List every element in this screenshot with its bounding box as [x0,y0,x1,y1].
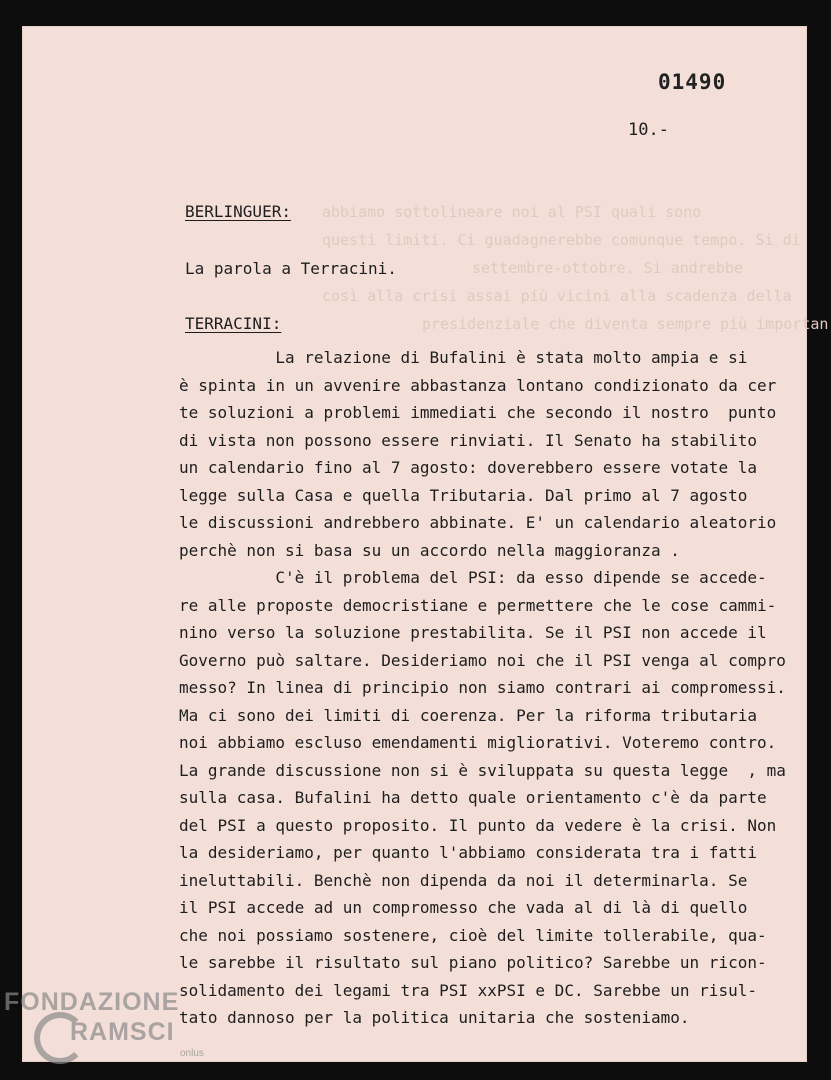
speaker-terracini: TERRACINI: [185,314,282,333]
text-line: Ma ci sono dei limiti di coerenza. Per la riforma tributaria [179,705,757,725]
text-line: te soluzioni a problemi immediati che secondo il nostro punto [179,403,777,422]
text-line: le discussioni andrebbero abbinate. E' un calendario aleatorio [179,513,777,532]
text-line: è spinta in un avvenire abbastanza lontano condizionato da cer [179,375,777,395]
document-page [22,26,829,1062]
text-line: solidamento dei legami tra PSI xxPSI e DC. Sarebbe un risul- [179,980,757,1000]
text-line: la desideriamo, per quanto l'abbiamo considerata tra i fatti [179,843,757,862]
watermark-line2: RAMSCI [70,1018,175,1046]
speaker-berlinguer: BERLINGUER: [185,202,291,221]
page-number: 10.- [628,120,669,140]
text-line: tato dannoso per la politica unitaria che sosteniamo. [179,1008,690,1027]
text-line: il PSI accede ad un compromesso che vada al di là di quello [179,898,748,917]
statement-berlinguer: La parola a Terracini. [185,259,397,278]
text-line: messo? In linea di principio non siamo contrari ai compromessi. [179,678,786,697]
fondazione-gramsci-watermark [4,988,214,1068]
text-line: legge sulla Casa e quella Tributaria. Dal primo al 7 agosto [179,485,748,505]
text-line: nino verso la soluzione prestabilita. Se il PSI non accede il [179,623,767,642]
text-line: del PSI a questo proposito. Il punto da vedere è la crisi. Non [179,815,777,835]
text-line: Governo può saltare. Desideriamo noi che il PSI venga al compro [179,650,786,670]
text-line: noi abbiamo escluso emendamenti migliorativi. Voteremo contro. [179,733,777,752]
show-through-text: abbiamo sottolineare noi al PSI quali sono questi limiti. Ci guadagnerebbe comunque tempo. Si di settembre-ottobre. Si andrebbe così alla crisi assai più vicini alla scadenza della presidenziale che diventa sempre più importan [322,203,829,333]
text-line: che noi possiamo sostenere, cioè del limite tollerabile, qua- [179,925,767,945]
text-line: La grande discussione non si è sviluppata su questa legge , ma [179,760,786,780]
archive-number: 01490 [658,70,727,94]
text-line: La relazione di Bufalini è stata molto ampia e si [179,348,748,367]
text-line: C'è il problema del PSI: da esso dipende se accede- [179,568,767,587]
statement-terracini [179,344,791,1032]
text-line: perchè non si basa su un accordo nella maggioranza . [179,540,680,560]
text-line: di vista non possono essere rinviati. Il Senato ha stabilito [179,430,757,450]
text-line: le sarebbe il risultato sul piano politico? Sarebbe un ricon- [179,953,767,972]
text-line: ineluttabili. Benchè non dipenda da noi il determinarla. Se [179,870,748,890]
watermark-suffix: onlus [180,1048,204,1059]
text-line: re alle proposte democristiane e permettere che le cose cammi- [179,595,777,615]
text-line: un calendario fino al 7 agosto: doverebbero essere votate la [179,458,757,477]
text-line: sulla casa. Bufalini ha detto quale orientamento c'è da parte [179,788,767,807]
watermark-line1: FONDAZIONE [4,988,180,1016]
